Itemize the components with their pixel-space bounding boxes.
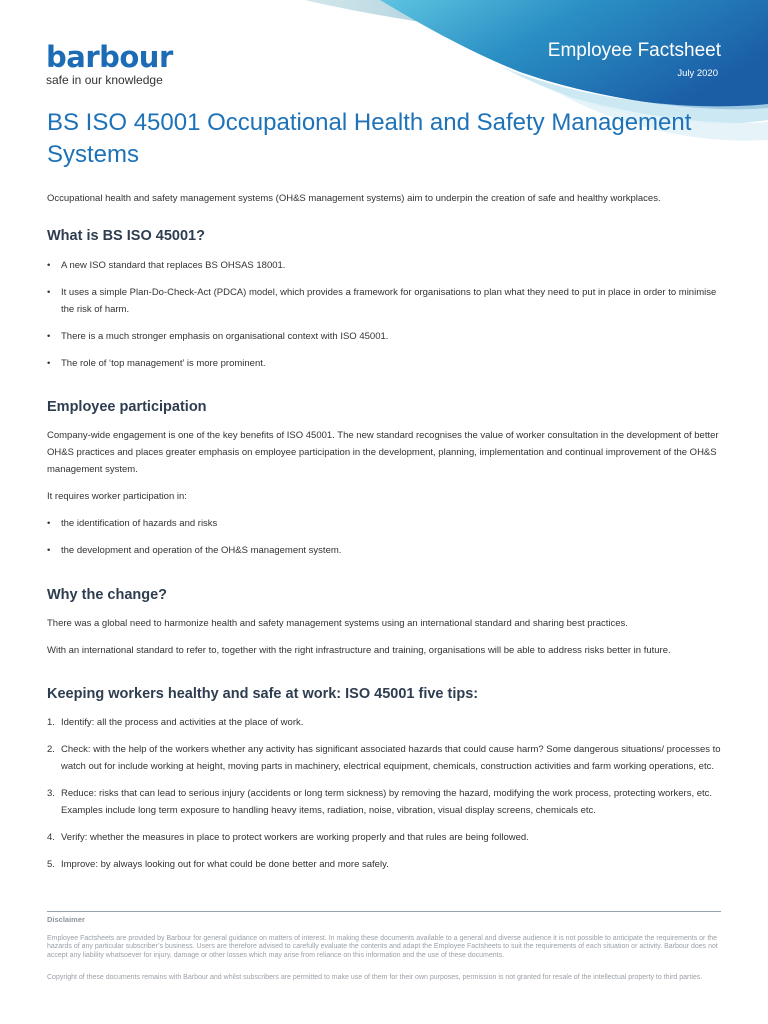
what-is-list	[47, 257, 722, 372]
tip-item	[47, 785, 722, 819]
participation-paragraph: Company-wide engagement is one of the key benefits of ISO 45001. The new standard recognises the value of worker consultation in the development of better OH&S practices and places greater emphasis on employee participation in the development, planning, implementation and continual improvement of the OH&S management system.	[47, 430, 719, 475]
tip-number: 4.	[47, 832, 55, 843]
barbour-logo	[46, 42, 173, 87]
tip-text: Reduce: risks that can lead to serious injury (accidents or long term sickness) by removing the hazard, modifying the work process, protecting workers, etc. Examples include long term exposure to handling heavy items, radiation, noise, vibration, visual display screens, chemicals etc.	[61, 788, 713, 816]
page-title: BS ISO 45001 Occupational Health and Safety Management Systems	[47, 109, 692, 168]
tip-item	[47, 856, 722, 873]
list-item: • It uses a simple Plan-Do-Check-Act (PDCA) model, which provides a framework for organisations to plan what they need to put in place in order to minimise the risk of harm.	[47, 284, 722, 318]
disclaimer-heading: Disclaimer	[47, 915, 85, 924]
document-date: July 2020	[677, 68, 718, 79]
section-heading-what-is: What is BS ISO 45001?	[47, 228, 205, 244]
list-item: • the development and operation of the OH&S management system.	[47, 542, 722, 559]
list-item: • the identification of hazards and risks	[47, 515, 722, 532]
bullet-marker: •	[47, 358, 51, 369]
document-type: Employee Factsheet	[547, 40, 721, 61]
tip-text: Check: with the help of the workers whether any activity has significant associated hazards that could cause harm? Some dangerous situations/ processes to watch out for include working at height, moving parts in machinery, electrical equipment, chemicals, construction activities and farm working operations, etc.	[61, 744, 721, 772]
tips-list	[47, 714, 722, 873]
tip-text: Improve: by always looking out for what could be done better and more safely.	[61, 859, 389, 870]
tip-text: Identify: all the process and activities at the place of work.	[61, 717, 304, 728]
why-change-paragraph-1: There was a global need to harmonize health and safety management systems using an international standard and sharing best practices.	[47, 618, 628, 629]
tip-number: 3.	[47, 788, 55, 799]
document-body	[47, 107, 722, 873]
participation-lead: It requires worker participation in:	[47, 491, 187, 502]
tip-item	[47, 714, 722, 731]
tip-item	[47, 829, 722, 846]
logo-wordmark: barbour	[46, 40, 173, 74]
section-heading-tips: Keeping workers healthy and safe at work: ISO 45001 five tips:	[47, 686, 479, 702]
tip-item	[47, 741, 722, 775]
list-item: • There is a much stronger emphasis on organisational context with ISO 45001.	[47, 328, 722, 345]
tip-number: 5.	[47, 859, 55, 870]
bullet-marker: •	[47, 260, 51, 271]
section-heading-why-change: Why the change?	[47, 587, 168, 603]
bullet-marker: •	[47, 518, 51, 529]
bullet-marker: •	[47, 287, 51, 298]
bullet-marker: •	[47, 545, 51, 556]
section-heading-participation: Employee participation	[47, 399, 207, 415]
logo-tagline: safe in our knowledge	[46, 73, 163, 87]
list-item: • The role of ‘top management’ is more prominent.	[47, 355, 722, 372]
why-change-paragraph-2: With an international standard to refer to, together with the right infrastructure and training, organisations will be able to address risks better in future.	[47, 645, 671, 656]
disclaimer-text: Employee Factsheets are provided by Barbour for general guidance on matters of interest. In making these documents available to a general and diverse audience it is not possible to anticipate the requirements or the hazards of any particular subscriber’s business. Users are therefore advised to carefully evaluate the contents and adapt the Employee Factsheets to suit the requirements of each situation or activity. Barbour does not accept any liability whatsoever for injury, damage or other losses which may arise from reliance on this information and the use of these documents.	[47, 935, 718, 959]
tip-number: 1.	[47, 717, 55, 728]
participation-list	[47, 515, 722, 559]
disclaimer-section	[47, 911, 721, 983]
list-item: • A new ISO standard that replaces BS OHSAS 18001.	[47, 257, 722, 274]
tip-text: Verify: whether the measures in place to protect workers are working properly and that rules are being followed.	[61, 832, 529, 843]
tip-number: 2.	[47, 744, 55, 755]
bullet-marker: •	[47, 331, 51, 342]
intro-paragraph: Occupational health and safety management systems (OH&S management systems) aim to underpin the creation of safe and healthy workplaces.	[47, 193, 661, 204]
copyright-notice: Copyright of these documents remains with Barbour and whilst subscribers are permitted to make use of them for their own purposes, permission is not granted for resale of the intellectual property to third parties.	[47, 974, 703, 982]
